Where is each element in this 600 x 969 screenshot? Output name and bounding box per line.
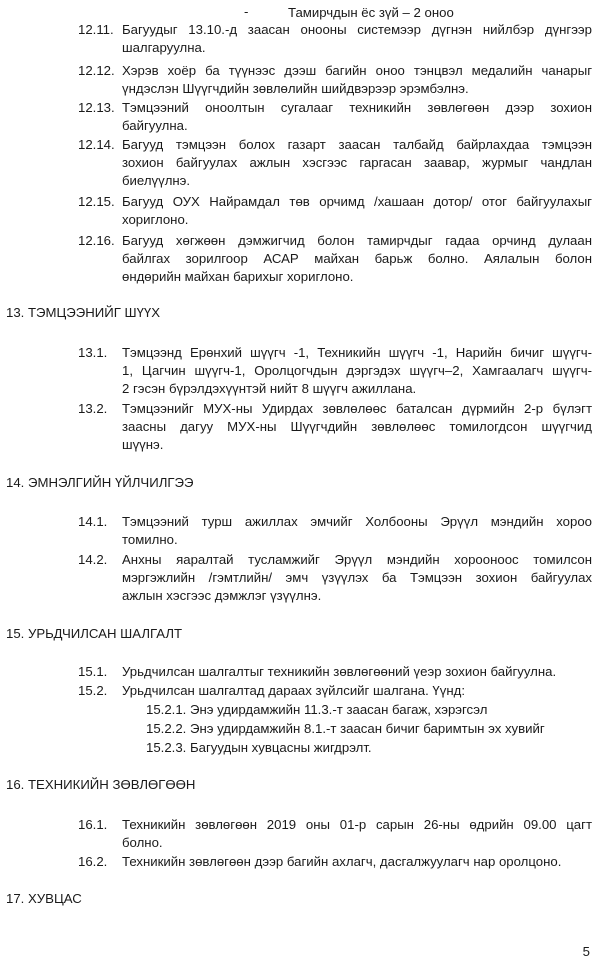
paragraph-line: мэргэжлийн /гэмтлийн/ эмч үзүүлэх ба Тэмцээн зохион байгуулах: [122, 570, 592, 585]
paragraph-line: хориглоно.: [122, 212, 189, 227]
paragraph-line: болно.: [122, 835, 163, 850]
item-number: 14.2.: [78, 552, 108, 567]
paragraph-line: биелүүлнэ.: [122, 173, 191, 188]
paragraph-line: Анхны яаралтай тусламжийг Эрүүл мэндийн хорооноос томилсон: [122, 552, 592, 567]
paragraph-line: Техникийн зөвлөгөөн дээр багийн ахлагч, дасгалжуулагч нар оролцоно.: [122, 854, 562, 869]
item-number: 16.2.: [78, 854, 108, 869]
paragraph-line: заасны дагуу МУХ-ны Шүүгчдийн зөвлөлөөс томилогдсон шүүгчид: [122, 419, 592, 434]
paragraph-line: шалгаруулна.: [122, 40, 206, 55]
paragraph-line: Багууд ОУХ Найрамдал төв орчимд /хашаан дотор/ отог байгуулахыг: [122, 194, 592, 209]
paragraph-line: байгуулна.: [122, 118, 188, 133]
paragraph-line: үндэслэн Шүүгчдийн зөвлөлийн шийдвэрээр эрэмбэлнэ.: [122, 81, 469, 96]
item-number: 16.1.: [78, 817, 108, 832]
paragraph-line: шүүнэ.: [122, 437, 164, 452]
paragraph-line: Тэмцээний турш ажиллах эмчийг Холбооны Эрүүл мэндийн хороо: [122, 514, 592, 529]
item-number: 12.14.: [78, 137, 115, 152]
section-heading: 14. ЭМНЭЛГИЙН ҮЙЛЧИЛГЭЭ: [6, 475, 194, 490]
page-number: 5: [582, 944, 590, 959]
item-number: 15.2.: [78, 683, 108, 698]
paragraph-line: 2 гэсэн бүрэлдэхүүнтэй нийт 8 шүүгч ажиллана.: [122, 381, 417, 396]
sub-item: 15.2.2. Энэ удирдамжийн 8.1.-т заасан бичиг баримтын эх хувийг: [146, 721, 545, 736]
paragraph-line: 1, Цагчин шүүгч-1, Оролцогчдын дэргэдэх шүүгч–2, Хамгаалагч шүүгч-: [122, 363, 592, 378]
paragraph-line: байлгах зорилгоор АСАР майхан барьж болно. Аялалын болон: [122, 251, 592, 266]
section-heading: 17. ХУВЦАС: [6, 891, 82, 906]
paragraph-line: Урьдчилсан шалгалтад дараах зүйлсийг шалгана. Үүнд:: [122, 683, 466, 698]
item-number: 12.11.: [78, 22, 114, 37]
paragraph-line: Тэмцээний оноолтын сугалааг техникийн зөвлөгөөн дээр зохион: [122, 100, 592, 115]
paragraph-line: зохион байгуулах ажлын хэсгээс гаргасан заавар, журмыг чандлан: [122, 155, 592, 170]
item-number: 14.1.: [78, 514, 108, 529]
paragraph-line: Техникийн зөвлөгөөн 2019 оны 01-р сарын 26-ны өдрийн 09.00 цагт: [122, 817, 592, 832]
paragraph-line: Тэмцээнд Ерөнхий шүүгч -1, Техникийн шүүгч -1, Нарийн бичиг шүүгч-: [122, 345, 592, 360]
paragraph-line: Багууд хөгжөөн дэмжигчид болон тамирчдыг гадаа орчинд дулаан: [122, 233, 592, 248]
bullet-dash: -: [244, 4, 249, 19]
item-number: 15.1.: [78, 664, 108, 679]
item-number: 12.15.: [78, 194, 115, 209]
item-number: 13.1.: [78, 345, 108, 360]
section-heading: 15. УРЬДЧИЛСАН ШАЛГАЛТ: [6, 626, 183, 641]
section-heading: 16. ТЕХНИКИЙН ЗӨВЛӨГӨӨН: [6, 777, 196, 792]
paragraph-line: Багуудыг 13.10.-д заасан онооны системээр дүгнэн нийлбэр дүнгээр: [122, 22, 592, 37]
paragraph-line: томилно.: [122, 532, 178, 547]
paragraph-line: Урьдчилсан шалгалтыг техникийн зөвлөгөөний үеэр зохион байгуулна.: [122, 664, 557, 679]
paragraph-line: өндөрийн майхан барихыг хориглоно.: [122, 269, 354, 284]
sub-item: 15.2.1. Энэ удирдамжийн 11.3.-т заасан багаж, хэрэгсэл: [146, 702, 488, 717]
top-line-text: Тамирчдын ёс зүй – 2 оноо: [288, 5, 454, 20]
paragraph-line: ажлын хэсгээс дэмжлэг үзүүлнэ.: [122, 588, 322, 603]
item-number: 12.12.: [78, 63, 115, 78]
item-number: 12.13.: [78, 100, 115, 115]
paragraph-line: Хэрэв хоёр ба түүнээс дээш багийн оноо тэнцвэл медалийн чанарыг: [122, 63, 592, 78]
paragraph-line: Тэмцээнийг МУХ-ны Удирдах зөвлөлөөс баталсан дүрмийн 2-р бүлэгт: [122, 401, 592, 416]
item-number: 12.16.: [78, 233, 115, 248]
paragraph-line: Багууд тэмцээн болох газарт заасан талбайд байрлахдаа тэмцээн: [122, 137, 592, 152]
item-number: 13.2.: [78, 401, 108, 416]
section-heading: 13. ТЭМЦЭЭНИЙГ ШҮҮХ: [6, 305, 161, 320]
sub-item: 15.2.3. Багуудын хувцасны жигдрэлт.: [146, 740, 372, 755]
